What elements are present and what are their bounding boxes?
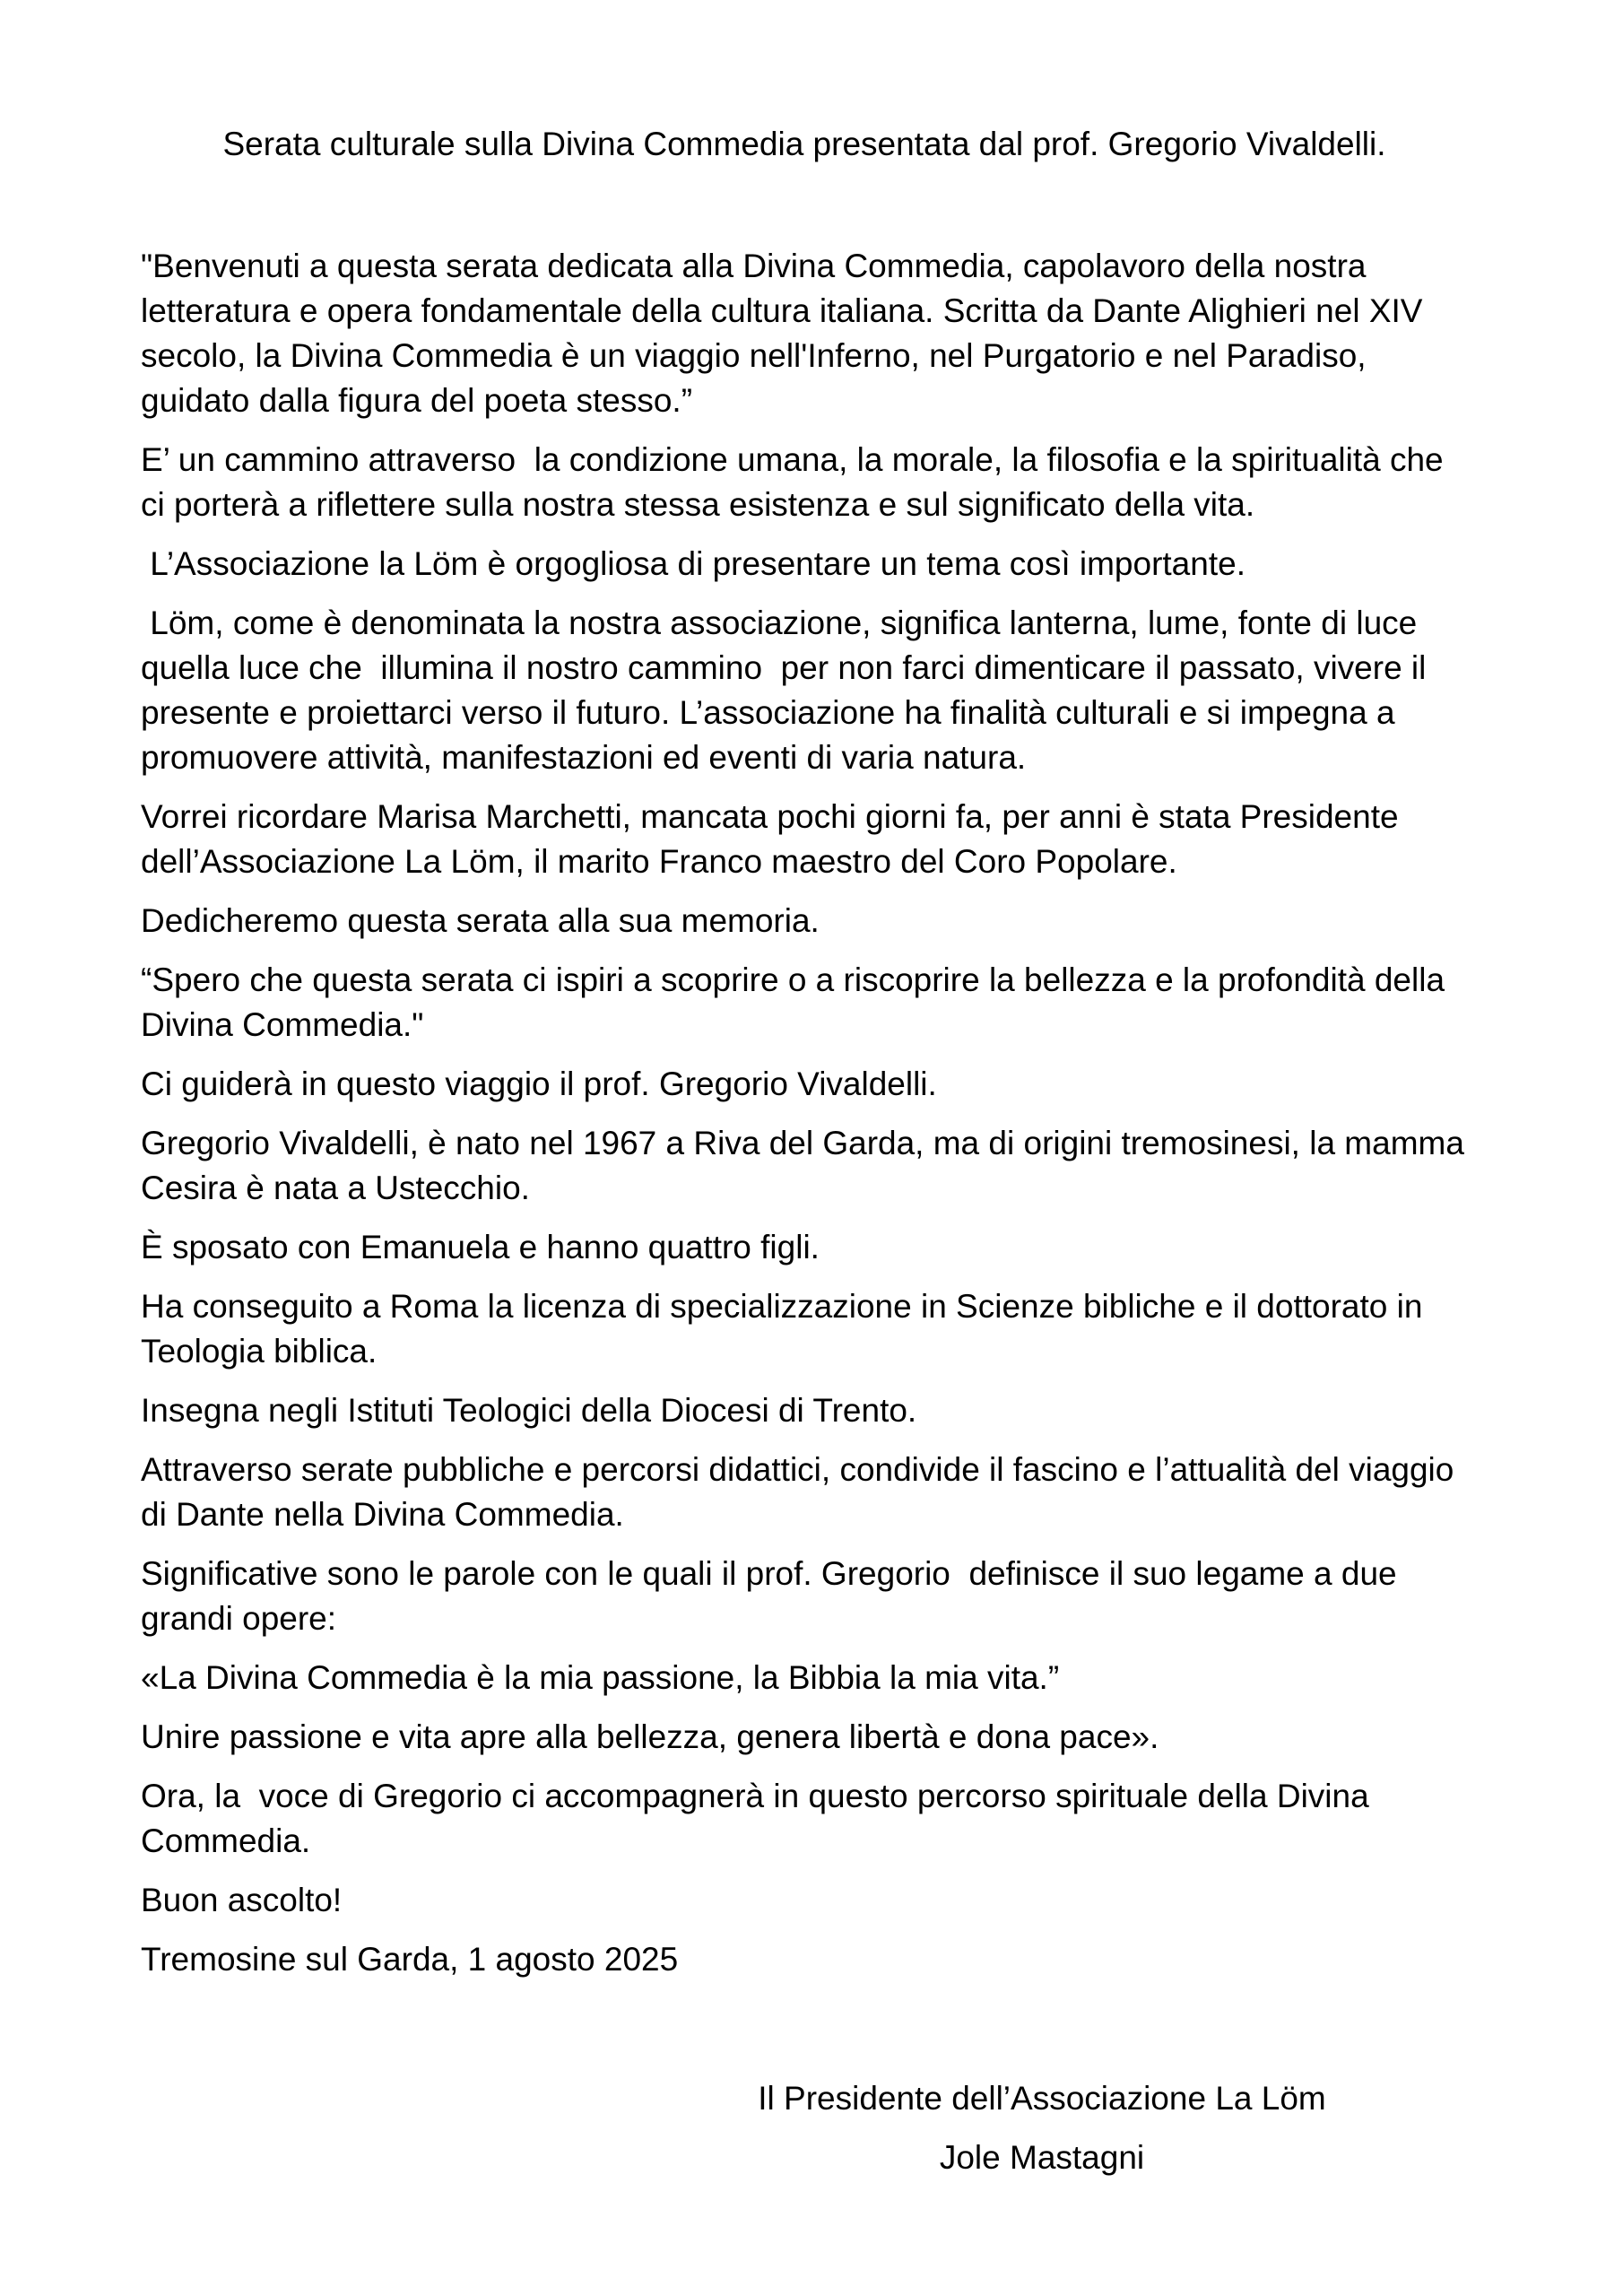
paragraph: “Spero che questa serata ci ispiri a scoprire o a riscoprire la bellezza e la profondità della Divina Commedia." xyxy=(141,961,1454,1043)
paragraph: Ha conseguito a Roma la licenza di specializzazione in Scienze bibliche e il dottorato in Teologia biblica. xyxy=(141,1288,1432,1370)
paragraph: Significative sono le parole con le quali il prof. Gregorio definisce il suo legame a due grandi opere: xyxy=(141,1555,1406,1637)
paragraph: Unire passione e vita apre alla bellezza, genera libertà e dona pace». xyxy=(141,1718,1159,1755)
signature-block xyxy=(616,2076,1468,2180)
paragraph: Insegna negli Istituti Teologici della Diocesi di Trento. xyxy=(141,1392,917,1429)
paragraph: L’Associazione la Löm è orgogliosa di presentare un tema così importante. xyxy=(141,545,1245,582)
paragraph: Ora, la voce di Gregorio ci accompagnerà in questo percorso spirituale della Divina Commedia. xyxy=(141,1778,1378,1859)
paragraph: "Benvenuti a questa serata dedicata alla Divina Commedia, capolavoro della nostra letteratura e opera fondamentale della cultura italiana. Scritta da Dante Alighieri nel XIV secolo, la Divina Commedia è un viaggio nell'Inferno, nel Purgatorio e nel Paradiso, guidato dalla figura del poeta stesso.” xyxy=(141,248,1432,419)
document-title: Serata culturale sulla Divina Commedia presentata dal prof. Gregorio Vivaldelli. xyxy=(222,126,1386,162)
signature-role: Il Presidente dell’Associazione La Löm xyxy=(758,2080,1326,2117)
paragraph: Attraverso serate pubbliche e percorsi didattici, condivide il fascino e l’attualità del viaggio di Dante nella Divina Commedia. xyxy=(141,1451,1463,1533)
paragraph: Ci guiderà in questo viaggio il prof. Gregorio Vivaldelli. xyxy=(141,1065,937,1102)
paragraph: Dedicheremo questa serata alla sua memoria. xyxy=(141,902,820,939)
signature-name: Jole Mastagni xyxy=(939,2139,1145,2176)
paragraph: E’ un cammino attraverso la condizione umana, la morale, la filosofia e la spiritualità che ci porterà a riflettere sulla nostra stessa esistenza e sul significato della vita. xyxy=(141,441,1453,523)
paragraph: Tremosine sul Garda, 1 agosto 2025 xyxy=(141,1941,679,1978)
paragraph: «La Divina Commedia è la mia passione, la Bibbia la mia vita.” xyxy=(141,1659,1060,1696)
paragraph: Vorrei ricordare Marisa Marchetti, mancata pochi giorni fa, per anni è stata Presidente dell’Associazione La Löm, il marito Franco maestro del Coro Popolare. xyxy=(141,798,1418,880)
paragraph: Löm, come è denominata la nostra associazione, significa lanterna, lume, fonte di luce quella luce che illumina il nostro cammino per non farci dimenticare il passato, vivere il presente e proiettarci verso il futuro. L’associazione ha finalità culturali e si impegna a promuovere attività, manifestazioni ed eventi di varia natura. xyxy=(141,604,1436,776)
paragraph: Buon ascolto! xyxy=(141,1882,343,1918)
paragraph: Gregorio Vivaldelli, è nato nel 1967 a Riva del Garda, ma di origini tremosinesi, la mamma Cesira è nata a Ustecchio. xyxy=(141,1125,1474,1206)
paragraph: È sposato con Emanuela e hanno quattro figli. xyxy=(141,1229,820,1265)
